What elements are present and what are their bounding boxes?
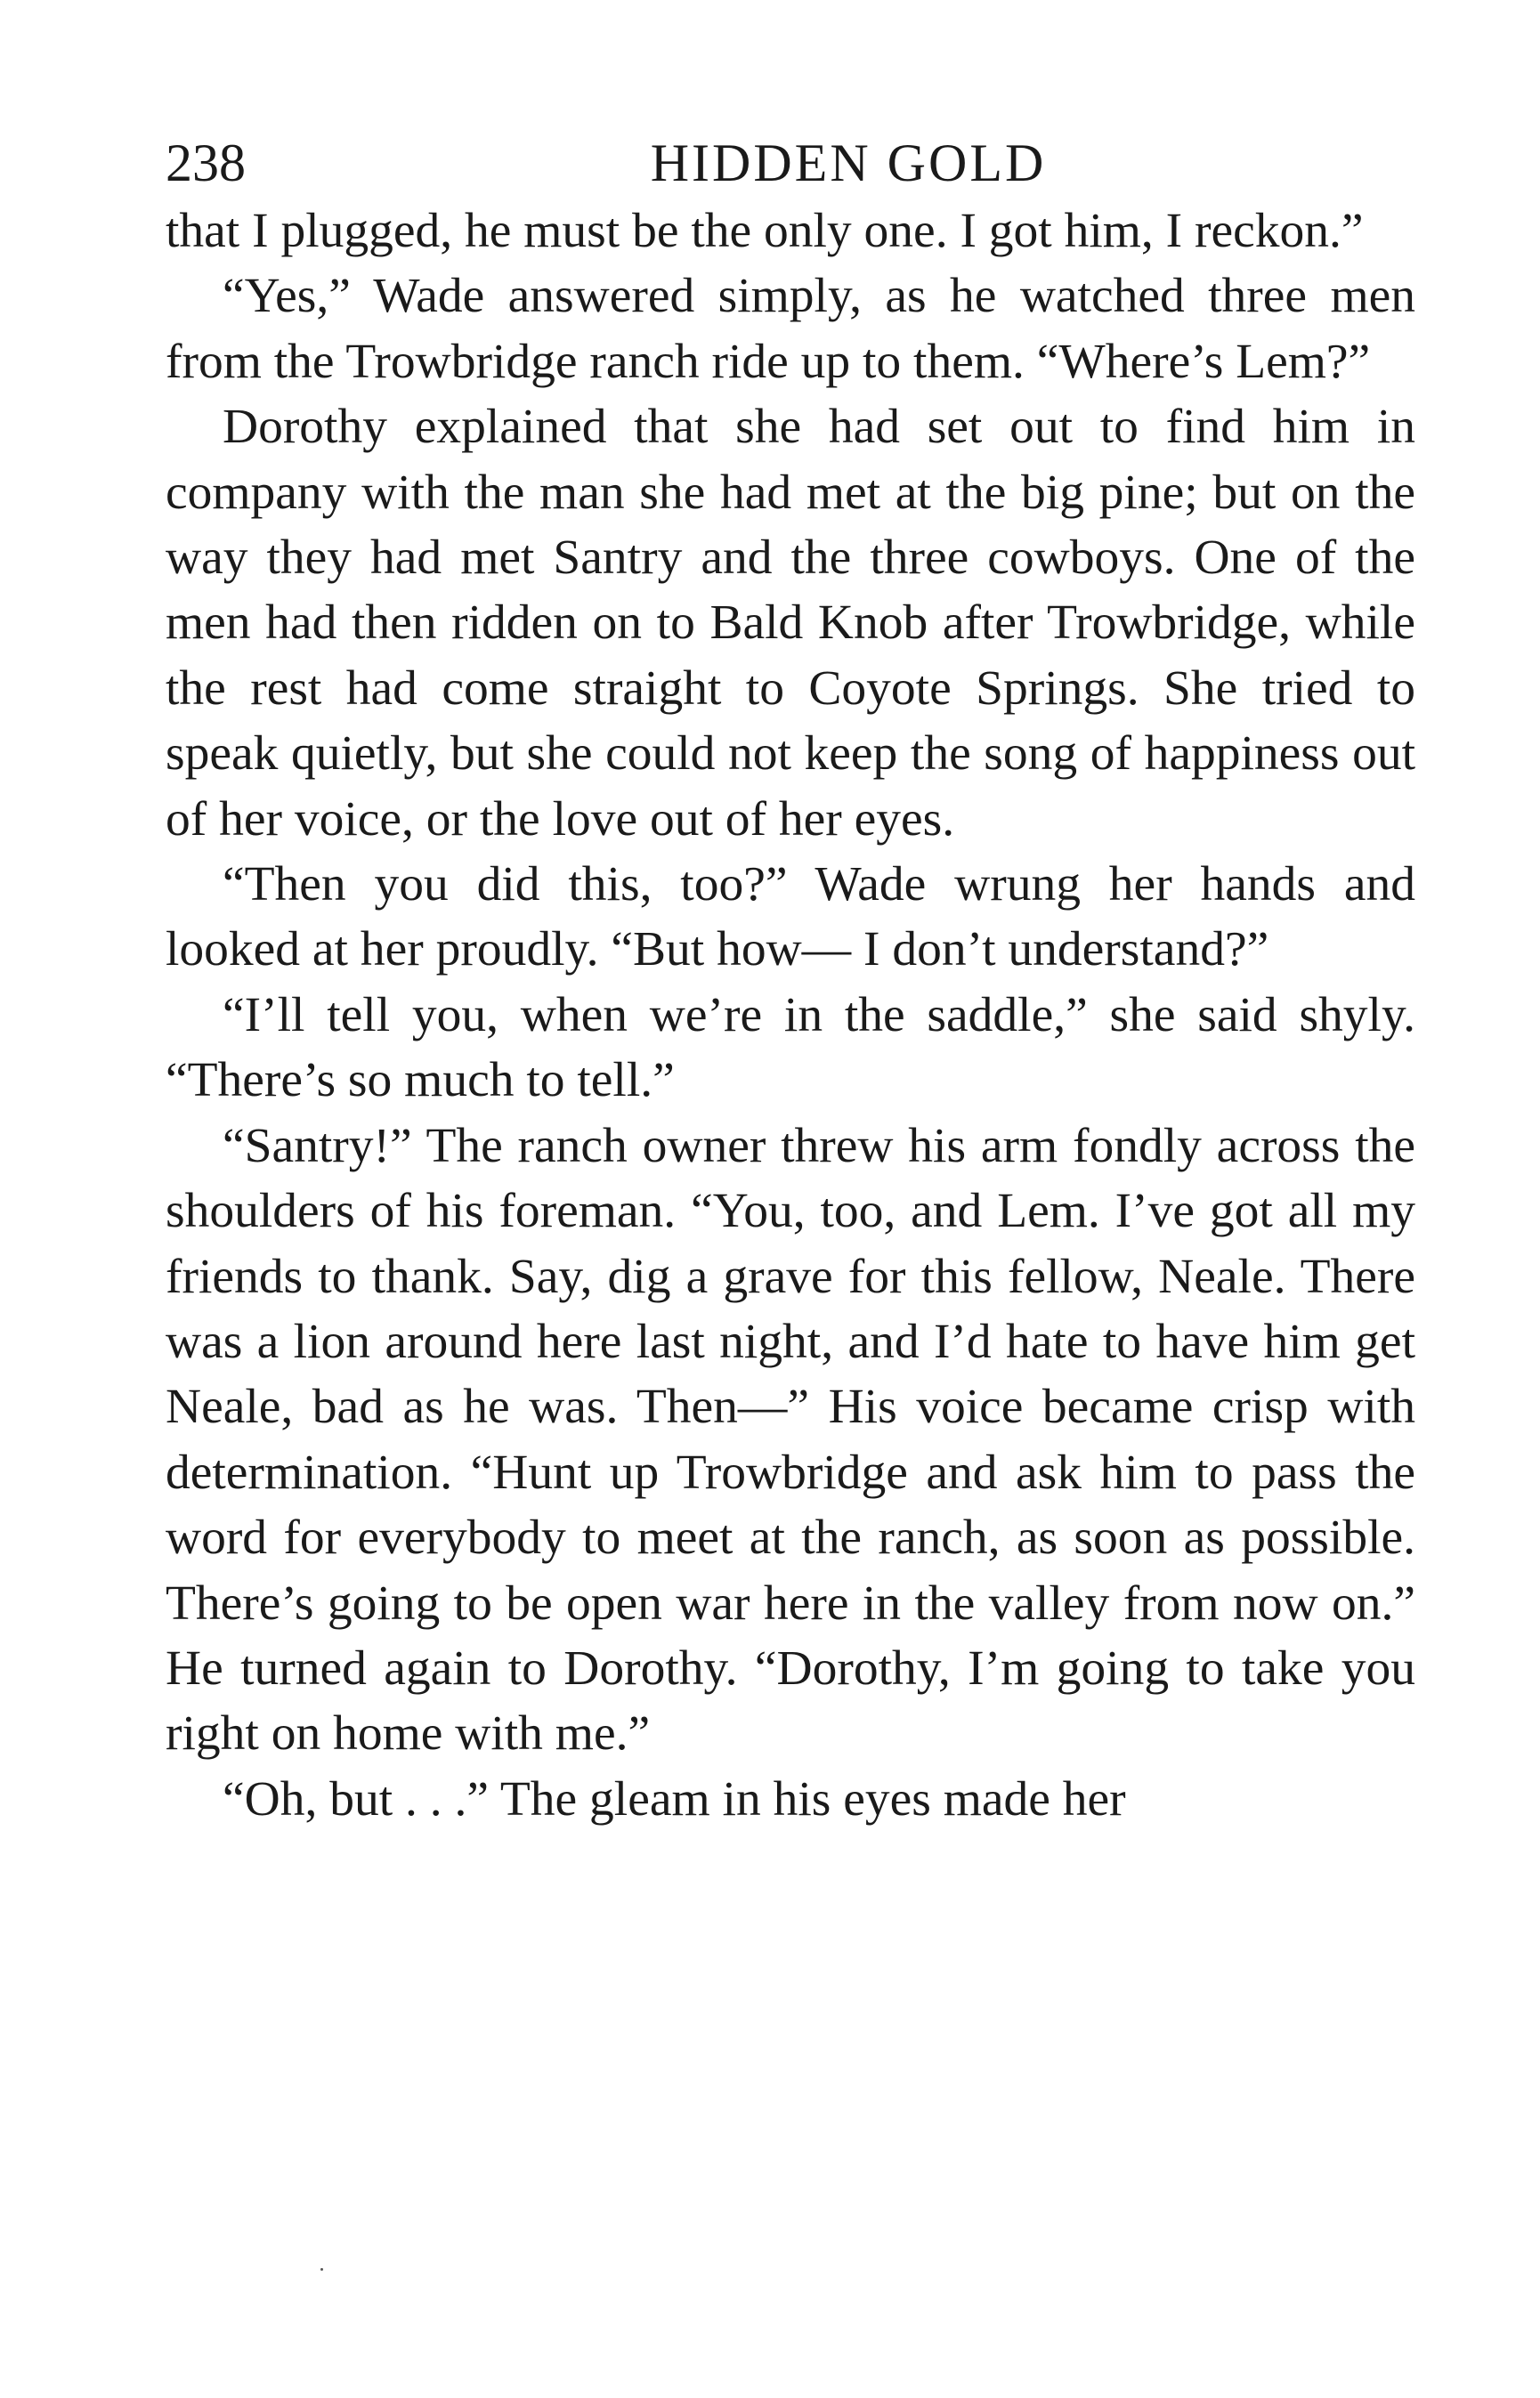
print-speck (320, 2268, 323, 2271)
paragraph: “I’ll tell you, when we’re in the saddle,” she said shyly. “There’s so much to tell.” (166, 987, 1415, 1108)
paragraph: “Santry!” The ranch owner threw his arm fondly across the shoulders of his foreman. “You, too, and Lem. I’ve got all my friends to thank. Say, dig a grave for this fellow, Neale. There was a lion around here last night, and I’d hate to have him get Neale, bad as he was. Then—” His voice became crisp with determination. “Hunt up Trowbridge and ask him to pass the word for everybody to meet at the ranch, as soon as possible. There’s going to be open war here in the valley from now on.” He turned again to Dorothy. “Dorothy, I’m going to take you right on home with me.” (166, 1118, 1415, 1762)
paragraph-last: “Oh, but . . .” The gleam in his eyes made her (223, 1771, 1126, 1827)
running-title: HIDDEN GOLD (650, 134, 1047, 192)
page-body (166, 198, 1415, 1832)
paragraph: “Yes,” Wade answered simply, as he watched three men from the Trowbridge ranch ride up to them. “Where’s Lem?” (166, 269, 1415, 389)
page-number: 238 (166, 134, 246, 192)
paragraph-continued: that I plugged, he must be the only one. I got him, I reckon.” (166, 204, 1364, 258)
paragraph: “Then you did this, too?” Wade wrung her hands and looked at her proudly. “But how— I don’t understand?” (166, 857, 1415, 977)
paragraph: Dorothy explained that she had set out to find him in company with the man she had met at the big pine; but on the way they had met Santry and the three cowboys. One of the men had then ridden on to Bald Knob after Trowbridge, while the rest had come straight to Coyote Springs. She tried to speak quietly, but she could not keep the song of happiness out of her voice, or the love out of her eyes. (166, 400, 1415, 847)
page-header (166, 123, 1415, 203)
